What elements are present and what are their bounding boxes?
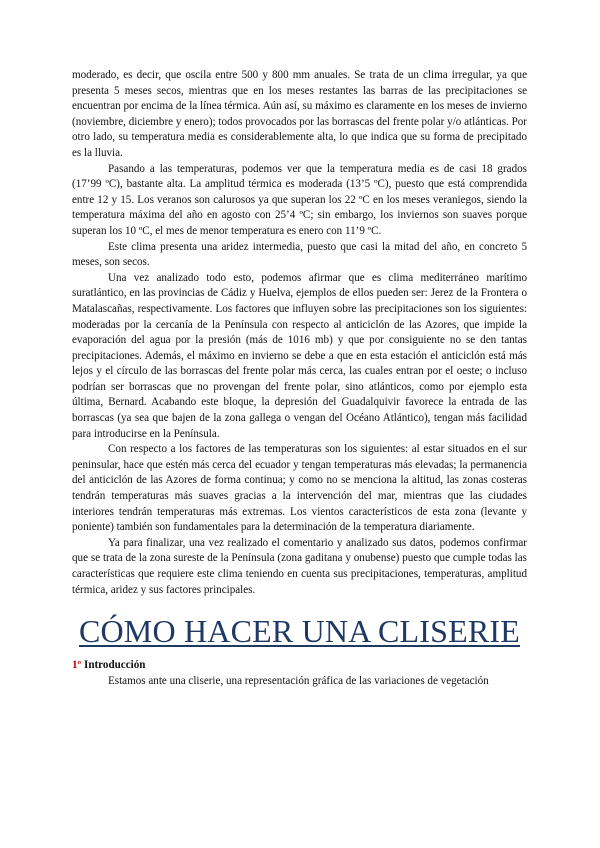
paragraph-climate-factors: Una vez analizado todo esto, podemos afirmar que es clima mediterráneo marítimo suratlántico, en las provincias de Cádiz y Huelva, ejemplos de ellos pueden ser: Jerez de la Frontera o Matalascañas, respectivamente. Los factores que influyen sobre las precipitaciones son los siguientes: moderadas por la cercanía de la Península con respecto al anticiclón de las Azores, que impide la evaporación del agua por la presión (más de 1016 mb) y que por consiguiente no se den tantas precipitaciones. Además, el máximo en invierno se debe a que en esta estación el anticiclón está más lejos y el círculo de las borrascas del frente polar más cerca, las cuales entran por el oeste; o incluso podrían ser borrascas que no provengan del frente polar, sino atlánticos, como por ejemplo esta última, Bernard. Acabando este bloque, la depresión del Guadalquivir favorece la entrada de las borrascas (ya sea que bajen de la zona gallega o vengan del Océano Atlántico), tengan más facilidad para introducirse en la Península. [72,271,527,440]
paragraph-temperature-factors: Con respecto a los factores de las temperaturas son los siguientes: al estar situados en el sur peninsular, hace que estén más cerca del ecuador y tengan temperaturas más elevadas; la permanencia del anticiclón de las Azores de forma continua; y como no se menciona la altitud, las zonas costeras tendrán temperaturas más suaves gracias a la intervención del mar, mientras que las ciudades interiores tendrán temperaturas más extremas. Los vientos característicos de esta zona (levante y poniente) también son fundamentales para la determinación de la temperatura diariamente. [72,443,527,534]
section-heading: CÓMO HACER UNA CLISERIE [78,613,521,650]
subsection-title [72,658,527,674]
paragraph-precipitation: moderado, es decir, que oscila entre 500 y 800 mm anuales. Se trata de un clima irregular, ya que presenta 5 meses secos, mientras que en los meses restantes las barras de las precipitaciones se encuentran por encima de la línea térmica. Aún así, su máximo es claramente en los meses de invierno (noviembre, diciembre y enero); todos provocados por las borrascas del frente polar y/o atlánticas. Por otro lado, su temperatura media es considerablemente alta, lo que indica que su forma de precipitado es la lluvia. [72,69,527,159]
paragraph-intro: Estamos ante una cliserie, una representación gráfica de las variaciones de vegetación [108,674,489,687]
document-page [72,68,527,689]
paragraph-temperature: Pasando a las temperaturas, podemos ver que la temperatura media es de casi 18 grados (17’99 ºC), bastante alta. La amplitud térmica es moderada (13’5 ºC), puesto que está comprendida entre 12 y 15. Los veranos son calurosos ya que superan los 22 ºC en los meses veraniegos, siendo la temperatura máxima del año en agosto con 25’4 ºC; sin embargo, los inviernos son suaves porque superan los 10 ºC, el mes de menor temperatura es enero con 11’9 ºC. [72,162,527,237]
subsection-number: 1º [72,659,82,672]
subsection-label: Introducción [84,659,146,672]
paragraph-conclusion: Ya para finalizar, una vez realizado el comentario y analizado sus datos, podemos confirmar que se trata de la zona sureste de la Península (zona gaditana y onubense) puesto que cumple todas las características que requiere este clima teniendo en cuenta sus precipitaciones, temperaturas, amplitud térmica, aridez y sus factores principales. [72,536,527,596]
paragraph-aridity: Este clima presenta una aridez intermedia, puesto que casi la mitad del año, en concreto 5 meses, son secos. [72,240,527,269]
